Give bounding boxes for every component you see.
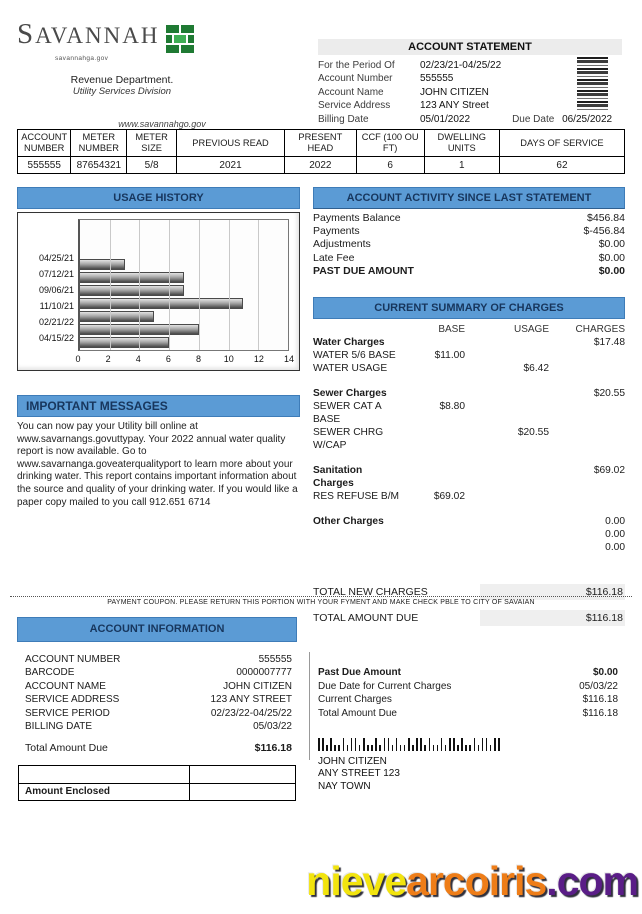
mail-street: ANY STREET 123 (318, 768, 400, 780)
field-label: Service Address (318, 100, 391, 112)
col-header-usage: USAGE (513, 324, 549, 335)
usage-bar-label: 07/12/21 (38, 269, 74, 279)
charges-value (549, 400, 625, 426)
row-label: SEWER CAT A BASE (313, 401, 382, 425)
x-tick-label: 12 (253, 354, 264, 364)
field-value: 02/23/21-04/25/22 (420, 60, 502, 71)
charges-value: 0.00 (605, 529, 625, 540)
gridline (139, 220, 140, 350)
field-label: For the Period Of (318, 60, 395, 71)
gridline (169, 220, 170, 350)
base-value (401, 336, 465, 349)
field-label: Account Name (318, 86, 384, 98)
total-value: $116.18 (480, 584, 625, 600)
total-due-label: Total Amount Due (25, 742, 108, 754)
field-label: BILLING DATE (25, 721, 93, 733)
gridline (110, 220, 111, 350)
charge-row (313, 464, 625, 490)
charge-row (313, 426, 625, 452)
usage-value: $20.55 (517, 427, 549, 438)
amount-enclosed-table (18, 765, 296, 801)
charges-value (549, 349, 625, 362)
usage-value (465, 528, 549, 541)
field-value: 05/03/22 (253, 721, 292, 733)
row-label: Total Amount Due (318, 707, 397, 719)
usage-bar-label: 04/25/21 (38, 253, 74, 263)
savannah-bricks-icon (165, 24, 195, 57)
base-value: $69.02 (433, 491, 465, 502)
field-label: SERVICE PERIOD (25, 707, 110, 719)
dept-line1: Revenue Department. (70, 74, 174, 86)
field-label: Account Number (318, 73, 393, 85)
charges-value: $20.55 (593, 388, 625, 399)
account-activity-header: ACCOUNT ACTIVITY SINCE LAST STATEMENT (313, 187, 625, 209)
x-tick-label: 6 (165, 354, 171, 364)
base-value (401, 362, 465, 375)
table-cell: 2022 (285, 157, 357, 174)
usage-value (465, 541, 549, 554)
meter-header-row (18, 130, 625, 157)
row-label: WATER 5/6 BASE (313, 350, 396, 361)
coupon-field (25, 693, 292, 706)
gridline (258, 220, 259, 350)
base-value (401, 515, 465, 528)
meter-value-row (18, 157, 625, 174)
row-label: Sewer Charges (313, 388, 387, 399)
past-due-row (313, 265, 625, 278)
usage-chart-xaxis (75, 351, 295, 366)
col-header: METER SIZE (127, 130, 177, 157)
field-value: 555555 (420, 73, 454, 85)
charges-value: 0.00 (605, 516, 625, 527)
row-label (313, 541, 401, 554)
usage-bar (80, 337, 169, 348)
charge-row (313, 490, 625, 503)
due-date-row (318, 680, 618, 694)
coupon-account-fields (25, 653, 292, 733)
total-label: TOTAL AMOUNT DUE (313, 612, 419, 624)
row-label: RES REFUSE B/M (313, 491, 400, 502)
table-cell: 2021 (177, 157, 285, 174)
x-tick-label: 2 (105, 354, 111, 364)
total-amount-due-row (313, 610, 625, 626)
charges-value: $69.02 (593, 465, 625, 476)
charge-row (313, 400, 625, 426)
statement-barcode (577, 57, 608, 112)
row-label: Due Date for Current Charges (318, 680, 452, 692)
row-value: 05/03/22 (579, 680, 618, 692)
charge-row (313, 541, 625, 554)
statement-row-billing (318, 113, 622, 126)
field-label: SERVICE ADDRESS (25, 694, 120, 706)
row-label: Sanitation Charges (313, 465, 363, 489)
table-cell: 5/8 (127, 157, 177, 174)
usage-value: $6.42 (523, 363, 549, 374)
base-value (401, 426, 465, 452)
base-value (401, 464, 465, 490)
row-value: $0.00 (592, 667, 618, 678)
col-header: PREVIOUS READ (177, 130, 285, 157)
activity-row (313, 212, 625, 225)
due-date-value: 06/25/2022 (562, 113, 613, 125)
row-label: Water Charges (313, 337, 385, 348)
usage-chart-plot (78, 219, 289, 351)
usage-history-header: USAGE HISTORY (17, 187, 300, 209)
base-value (401, 541, 465, 554)
row-label: Adjustments (313, 238, 371, 251)
col-header: DWELLING UNITS (424, 130, 499, 157)
amount-enclosed-input-cell (190, 784, 295, 800)
dept-line2: Utility Services Division (72, 86, 172, 97)
field-value: 123 ANY STREET (210, 694, 292, 706)
col-header: PRESENT HEAD (285, 130, 357, 157)
coupon-field (25, 666, 292, 679)
statement-title: ACCOUNT STATEMENT (318, 39, 622, 55)
row-value: $-456.84 (583, 225, 625, 238)
field-label: BARCODE (25, 667, 75, 679)
summary-of-charges-section (313, 297, 625, 626)
coupon-field (25, 707, 292, 720)
total-value: $116.18 (480, 610, 625, 626)
row-value: $116.18 (582, 707, 618, 719)
table-cell: 555555 (18, 157, 71, 174)
activity-row (313, 225, 625, 238)
x-tick-label: 0 (75, 354, 81, 364)
amount-enclosed-label: Amount Enclosed (19, 784, 190, 800)
usage-chart-labels (39, 250, 74, 346)
row-label: Current Charges (318, 694, 392, 706)
field-label: ACCOUNT NUMBER (25, 654, 121, 665)
row-label: Other Charges (313, 516, 384, 527)
charge-row (313, 362, 625, 375)
col-header: DAYS OF SERVICE (499, 130, 624, 157)
coupon-payment-summary (318, 666, 618, 720)
base-value: $11.00 (434, 350, 465, 361)
usage-chart-bars (80, 259, 288, 348)
summary-header: CURRENT SUMMARY OF CHARGES (313, 297, 625, 319)
watermark-part: .com (546, 858, 638, 904)
field-value: 02/23/22-04/25/22 (210, 707, 292, 719)
row-label (313, 528, 401, 541)
usage-value (465, 349, 549, 362)
table-cell: 87654321 (71, 157, 127, 174)
x-tick-label: 8 (196, 354, 202, 364)
watermark-part: arcoiris (406, 858, 547, 904)
important-messages-body: You can now pay your Utility bill online at www.savarnangs.govuttypay. Your 2022 annual water quality report is now available. Go to www.savarnanga.goveaterqualityport to learn more about your drinking water. This report contains important information about the source and quality of your drinking water. If you would like a paper copy mailed to you call 912.651 6714 (17, 421, 298, 508)
charges-value (549, 362, 625, 375)
row-label: SEWER CHRG W/CAP (313, 427, 384, 451)
row-label: Late Fee (313, 251, 355, 264)
charges-value (549, 490, 625, 503)
account-information-header: ACCOUNT INFORMATION (17, 617, 297, 642)
coupon-divider (309, 652, 310, 760)
base-value: $8.80 (439, 401, 465, 412)
row-value: $0.00 (598, 251, 625, 264)
table-cell: 1 (424, 157, 499, 174)
usage-history-chart (17, 212, 300, 371)
usage-bar (80, 298, 243, 309)
field-label: Billing Date (318, 113, 369, 125)
gridline (199, 220, 200, 350)
base-value (401, 387, 465, 400)
summary-col-headers (313, 323, 625, 336)
charges-value (549, 426, 625, 452)
past-due-row (318, 666, 618, 680)
usage-bar-label: 04/15/22 (38, 333, 74, 343)
mail-name: JOHN CITIZEN (318, 756, 387, 767)
usage-value (465, 400, 549, 426)
field-label: ACCOUNT NAME (25, 680, 106, 692)
usage-bar-label: 09/06/21 (38, 285, 74, 295)
coupon-total-due (25, 742, 292, 755)
row-label: WATER USAGE (313, 363, 388, 374)
meter-table (17, 129, 625, 174)
usage-value (465, 336, 549, 349)
usage-bar (80, 311, 154, 322)
postnet-barcode (318, 737, 502, 751)
coupon-field (25, 720, 292, 733)
row-value: $0.00 (598, 238, 625, 251)
col-header: ACCOUNT NUMBER (18, 130, 71, 157)
x-tick-label: 10 (223, 354, 234, 364)
total-amount-due-row (318, 707, 618, 721)
field-value: 0000007777 (236, 667, 292, 679)
row-value: $116.18 (582, 694, 618, 706)
activity-row (313, 252, 625, 265)
total-due-value: $116.18 (254, 742, 292, 754)
watermark (306, 858, 638, 905)
usage-value (465, 387, 549, 400)
charges-value: $17.48 (593, 337, 625, 348)
row-value: $456.84 (587, 212, 625, 224)
field-value: 123 ANY Street (420, 100, 489, 112)
usage-value (465, 515, 549, 528)
usage-value (465, 490, 549, 503)
charge-row (313, 515, 625, 528)
watermark-part: nieve (306, 858, 407, 904)
activity-row (313, 238, 625, 251)
savannah-logo-wordmark: SAVANNAH (17, 18, 160, 50)
coupon-cut-line (10, 596, 632, 597)
coupon-field (25, 680, 292, 693)
charge-row (313, 336, 625, 349)
logo-domain: savannahga.gov (55, 55, 109, 62)
mailing-address (318, 756, 400, 793)
table-cell: 6 (356, 157, 424, 174)
row-value: $0.00 (598, 264, 625, 277)
col-header-base: BASE (438, 324, 465, 335)
field-value: JOHN CITIZEN (420, 86, 489, 98)
charge-row (313, 387, 625, 400)
charge-row (313, 349, 625, 362)
base-value (401, 528, 465, 541)
total-label: TOTAL NEW CHARGES (313, 586, 428, 598)
usage-bar-label: 02/21/22 (38, 317, 74, 327)
charges-value: 0.00 (605, 542, 625, 553)
mail-town: NAY TOWN (318, 780, 371, 792)
coupon-instructions: PAYMENT COUPON. PLEASE RETURN THIS PORTION WITH YOUR FYMENT AND MAKE CHECK PBLE TO CITY OF SAVAIAN (107, 599, 535, 606)
col-header: METER NUMBER (71, 130, 127, 157)
usage-bar (80, 259, 125, 270)
website-url: www.savannahgo.gov (118, 119, 206, 129)
coupon-field (25, 653, 292, 666)
amount-enclosed-row (19, 783, 295, 800)
table-cell: 62 (499, 157, 624, 174)
field-value: 05/01/2022 (420, 113, 471, 125)
gridline (229, 220, 230, 350)
amount-enclosed-blank-row (19, 766, 295, 783)
row-label: PAST DUE AMOUNT (313, 264, 414, 277)
usage-bar-label: 11/10/21 (39, 301, 74, 311)
field-value: 555555 (258, 654, 292, 665)
current-charges-row (318, 693, 618, 707)
important-messages-header: IMPORTANT MESSAGES (17, 395, 300, 417)
x-tick-label: 4 (135, 354, 141, 364)
usage-value (465, 464, 549, 490)
row-label: Payments Balance (313, 212, 401, 224)
total-new-charges-row (313, 584, 625, 600)
brand-block (17, 18, 307, 129)
row-label: Past Due Amount (318, 667, 401, 678)
col-header: CCF (100 OU FT) (356, 130, 424, 157)
charge-row (313, 528, 625, 541)
col-header-charges: CHARGES (575, 324, 625, 335)
account-activity-section (313, 187, 625, 278)
x-tick-label: 14 (283, 354, 295, 364)
field-value: JOHN CITIZEN (223, 680, 292, 692)
row-label: Payments (313, 225, 360, 238)
due-date-label: Due Date (512, 113, 555, 125)
